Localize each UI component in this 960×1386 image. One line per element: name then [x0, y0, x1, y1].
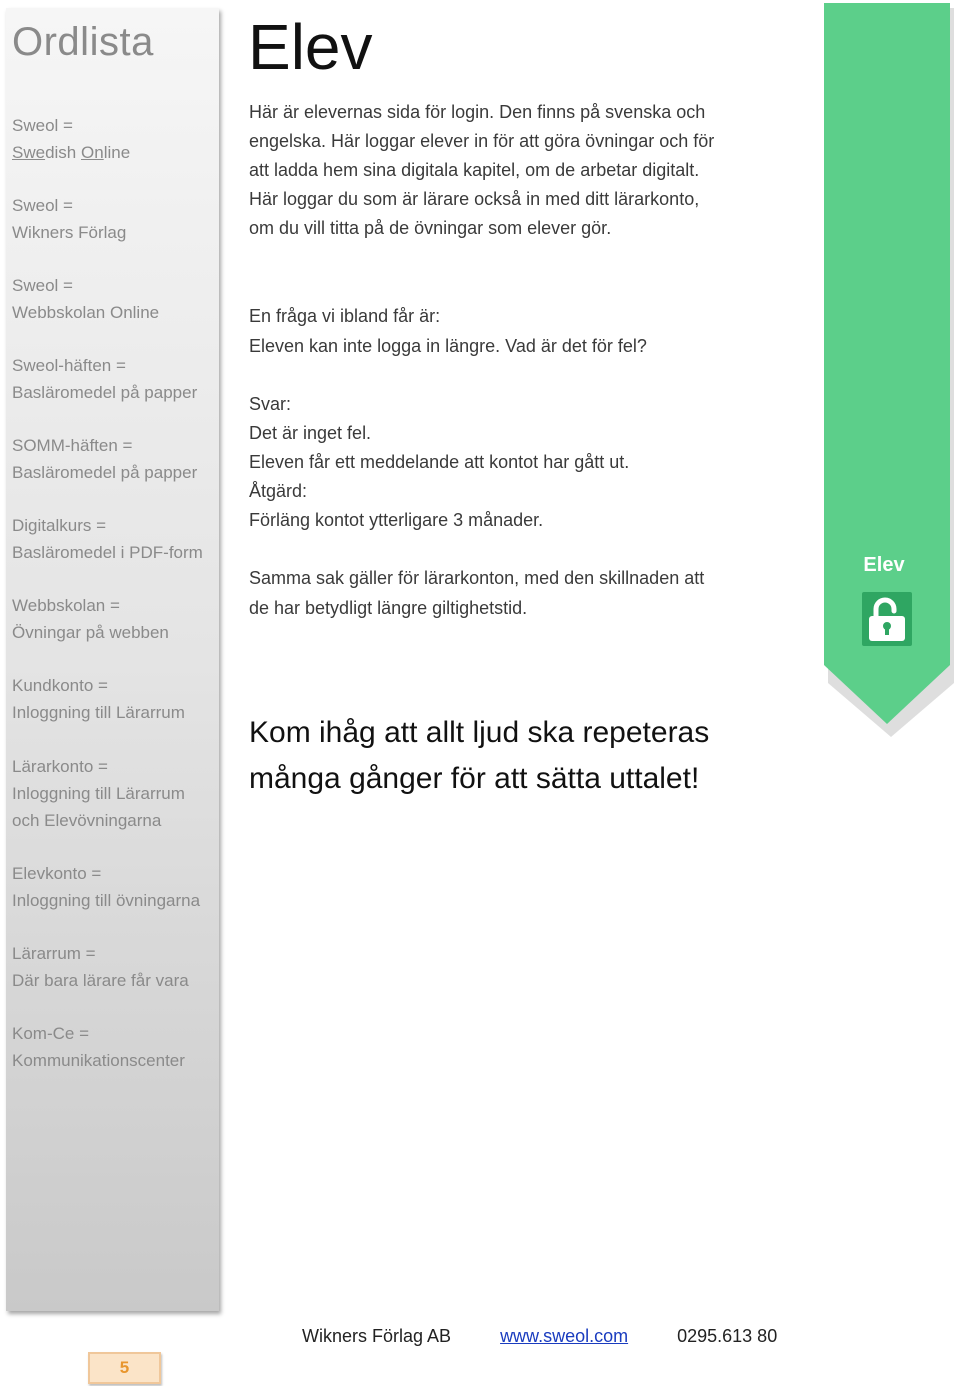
definition-part: Swe — [12, 143, 46, 162]
answer-line: Eleven får ett meddelande att kontot har gått ut. — [249, 452, 630, 472]
unlocked-padlock-icon[interactable] — [862, 592, 912, 646]
footer-website-link[interactable]: www.sweol.com — [500, 1326, 629, 1346]
glossary-entry — [12, 432, 215, 486]
question-line: Eleven kan inte logga in längre. Vad är det för fel? — [249, 335, 647, 356]
glossary-term: Elevkonto = — [12, 864, 102, 883]
glossary-entry — [12, 940, 215, 994]
glossary-entry — [12, 352, 215, 406]
reminder-line: Kom ihåg att allt ljud ska repeteras — [249, 716, 710, 749]
page-footer — [302, 1326, 777, 1347]
glossary-term: Webbskolan = — [12, 596, 120, 615]
intro-paragraph — [249, 98, 779, 243]
intro-line: Här loggar du som är lärare också in med ditt lärarkonto, — [249, 189, 700, 209]
glossary-entry — [12, 112, 215, 166]
glossary-entry — [12, 192, 215, 246]
glossary-definition-continued: och Elevövningarna — [12, 811, 162, 830]
note-paragraph — [249, 564, 779, 623]
definition-part: On — [81, 143, 104, 162]
glossary-definition: Övningar på webben — [12, 623, 169, 642]
glossary-definition: Webbskolan Online — [12, 303, 160, 322]
glossary-entry — [12, 753, 215, 834]
glossary-term: SOMM-häften = — [12, 436, 133, 455]
question-line: En fråga vi ibland får är: — [249, 306, 441, 326]
reminder-line: många gånger för att sätta uttalet! — [249, 762, 700, 795]
page-title: Elev — [248, 11, 373, 83]
glossary-sidebar — [6, 8, 219, 1311]
glossary-term: Sweol = — [12, 116, 73, 135]
glossary-entry — [12, 860, 215, 914]
glossary-definition: Basläromedel på papper — [12, 463, 198, 482]
glossary-entry — [12, 592, 215, 646]
answer-line: Svar: — [249, 394, 292, 414]
answer-paragraph — [249, 390, 779, 535]
answer-line: Förläng kontot ytterligare 3 månader. — [249, 510, 544, 530]
ribbon-label: Elev — [863, 554, 905, 576]
glossary-entry — [12, 1020, 215, 1074]
glossary-title: Ordlista — [12, 20, 154, 64]
glossary-entry — [12, 512, 215, 566]
glossary-definition: Inloggning till Lärarrum — [12, 784, 185, 803]
glossary-entry — [12, 272, 215, 326]
intro-line: att ladda hem sina digitala kapitel, om de arbetar digitalt. — [249, 160, 700, 180]
footer-phone: 0295.613 80 — [677, 1326, 778, 1346]
glossary-term: Digitalkurs = — [12, 516, 107, 535]
glossary-definition: Basläromedel på papper — [12, 383, 198, 402]
glossary-definition: Kommunikationscenter — [12, 1051, 185, 1070]
glossary-term: Kom-Ce = — [12, 1024, 89, 1043]
glossary-entry — [12, 672, 215, 726]
note-line: Samma sak gäller för lärarkonton, med den skillnaden att — [249, 568, 705, 588]
glossary-term: Kundkonto = — [12, 676, 108, 695]
question-paragraph — [249, 302, 779, 361]
glossary-term: Sweol = — [12, 276, 73, 295]
glossary-definition: Inloggning till övningarna — [12, 891, 201, 910]
intro-line: engelska. Här loggar elever in för att göra övningar och för — [249, 131, 715, 151]
definition-part: ne — [111, 143, 131, 162]
definition-part: dish — [45, 143, 81, 162]
glossary-term: Lärarkonto = — [12, 757, 108, 776]
reminder-text — [249, 710, 809, 802]
glossary-definition: Wikners Förlag — [12, 223, 127, 242]
note-line: de har betydligt längre giltighetstid. — [249, 597, 528, 618]
intro-line: Här är elevernas sida för login. Den finns på svenska och — [249, 102, 706, 122]
glossary-definition: Där bara lärare får vara — [12, 971, 189, 990]
glossary-term: Lärarrum = — [12, 944, 96, 963]
glossary-definition — [12, 139, 215, 166]
glossary-term: Sweol-häften = — [12, 356, 126, 375]
footer-company: Wikners Förlag AB — [302, 1326, 452, 1346]
glossary-definition: Inloggning till Lärarrum — [12, 703, 185, 722]
intro-line: om du vill titta på de övningar som elever gör. — [249, 218, 612, 238]
page-number-badge: 5 — [88, 1352, 161, 1384]
answer-line: Det är inget fel. — [249, 423, 372, 443]
glossary-definition: Basläromedel i PDF-form — [12, 543, 203, 562]
answer-line: Åtgärd: — [249, 481, 308, 501]
glossary-term: Sweol = — [12, 196, 73, 215]
definition-part: li — [103, 143, 112, 162]
